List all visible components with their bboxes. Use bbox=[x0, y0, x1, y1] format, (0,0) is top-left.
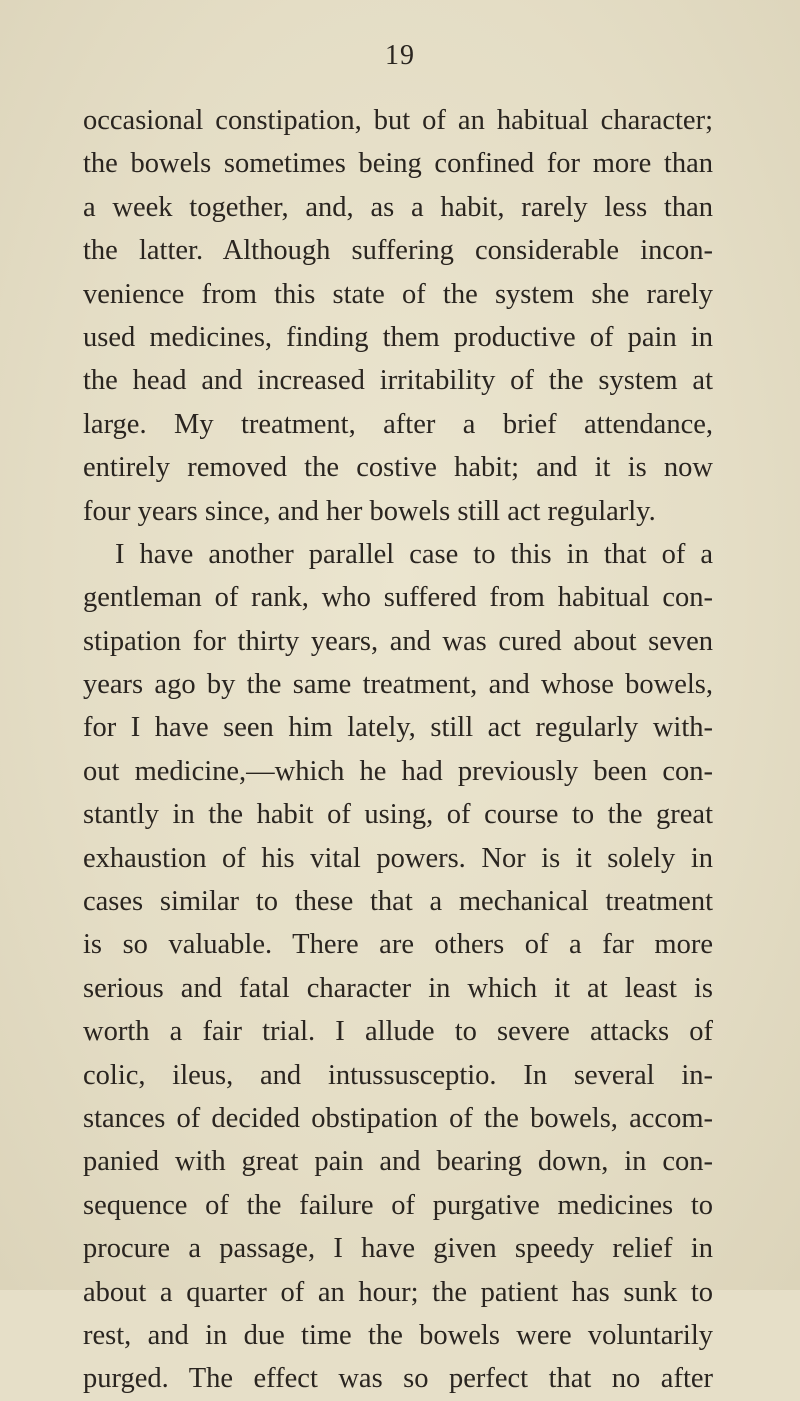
text-line: for I have seen him lately, still act regularly with- bbox=[83, 712, 713, 744]
text-line: I have another parallel case to this in that of a bbox=[115, 538, 713, 570]
text-line: stantly in the habit of using, of course to the great bbox=[83, 799, 713, 831]
text-line: the head and increased irritability of the system at bbox=[83, 365, 713, 397]
text-line: occasional constipation, but of an habitual character; bbox=[83, 105, 713, 136]
text-line: used medicines, finding them productive of pain in bbox=[83, 321, 713, 353]
text-line: cases similar to these that a mechanical treatment bbox=[83, 886, 713, 918]
text-line: rest, and in due time the bowels were voluntarily bbox=[83, 1319, 713, 1351]
text-line: entirely removed the costive habit; and it is now bbox=[83, 452, 713, 484]
text-line: gentleman of rank, who suffered from habitual con- bbox=[83, 582, 713, 614]
text-line: sequence of the failure of purgative medicines to bbox=[83, 1189, 713, 1221]
text-line: years ago by the same treatment, and whose bowels, bbox=[83, 669, 713, 701]
text-line: colic, ileus, and intussusceptio. In several in- bbox=[83, 1059, 713, 1091]
text-line: the latter. Although suffering considerable incon- bbox=[83, 235, 713, 267]
text-line: stances of decided obstipation of the bowels, accom- bbox=[83, 1102, 713, 1134]
text-line: venience from this state of the system she rarely bbox=[83, 278, 713, 310]
text-line: the bowels sometimes being confined for more than bbox=[83, 148, 713, 180]
text-line: serious and fatal character in which it at least is bbox=[83, 972, 713, 1004]
text-line: out medicine,—which he had previously been con- bbox=[83, 755, 713, 787]
text-line: panied with great pain and bearing down, in con- bbox=[83, 1146, 713, 1178]
text-line: four years since, and her bowels still act regularly. bbox=[83, 495, 656, 527]
text-line: stipation for thirty years, and was cured about seven bbox=[83, 625, 713, 657]
text-line: a week together, and, as a habit, rarely less than bbox=[83, 191, 713, 223]
body-text bbox=[83, 99, 713, 1401]
text-line: is so valuable. There are others of a far more bbox=[83, 929, 713, 961]
text-line: purged. The effect was so perfect that no after bbox=[83, 1363, 713, 1395]
text-line: about a quarter of an hour; the patient has sunk to bbox=[83, 1276, 713, 1308]
page-number: 19 bbox=[385, 40, 415, 71]
text-line: worth a fair trial. I allude to severe attacks of bbox=[83, 1016, 713, 1048]
text-line: large. My treatment, after a brief attendance, bbox=[83, 408, 713, 440]
text-line: procure a passage, I have given speedy relief in bbox=[83, 1233, 713, 1265]
text-line: exhaustion of his vital powers. Nor is it solely in bbox=[83, 842, 713, 874]
